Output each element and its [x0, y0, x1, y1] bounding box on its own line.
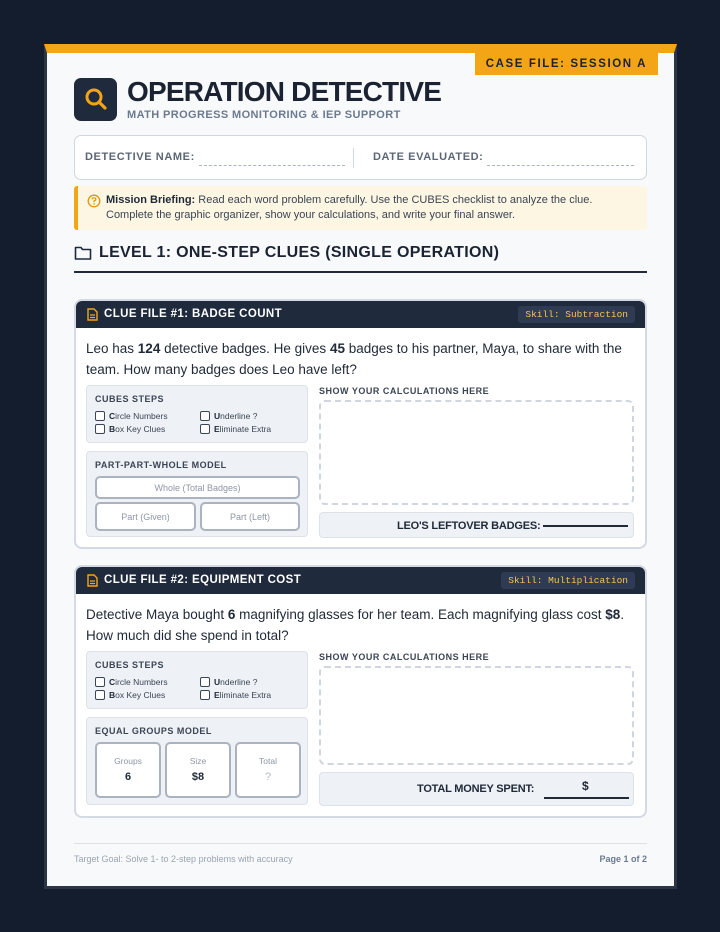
answer-label: TOTAL MONEY SPENT:	[417, 783, 535, 795]
size-box[interactable]: Size $8	[165, 742, 231, 798]
detective-name-label: DETECTIVE NAME:	[85, 151, 195, 163]
calc-label: SHOW YOUR CALCULATIONS HERE	[319, 386, 490, 396]
whole-box[interactable]: Whole (Total Badges)	[95, 476, 300, 499]
answer-line[interactable]	[543, 525, 628, 527]
date-evaluated-field[interactable]	[487, 165, 634, 166]
date-evaluated-label: DATE EVALUATED:	[373, 151, 484, 163]
total-box[interactable]: Total ?	[235, 742, 301, 798]
detective-name-field[interactable]	[199, 165, 345, 166]
model-panel	[86, 451, 308, 537]
briefing-label: Mission Briefing:	[106, 194, 196, 206]
cubes-check-eliminate[interactable]: E liminate Extra	[200, 690, 271, 700]
model-panel	[86, 717, 308, 805]
clue-title: CLUE FILE #1: BADGE COUNT	[104, 308, 283, 320]
mission-briefing	[74, 186, 647, 230]
cubes-panel	[86, 385, 308, 443]
model-title: PART-PART-WHOLE MODEL	[95, 460, 227, 470]
groups-box[interactable]: Groups 6	[95, 742, 161, 798]
cubes-title: CUBES STEPS	[95, 394, 165, 404]
cubes-panel	[86, 651, 308, 709]
folder-icon	[74, 245, 92, 266]
part-given-box[interactable]: Part (Given)	[95, 502, 196, 531]
worksheet-page	[44, 44, 677, 889]
file-icon	[87, 308, 98, 326]
answer-box	[319, 772, 634, 806]
divider	[353, 148, 354, 168]
cubes-check-underline[interactable]: U nderline ?	[200, 677, 257, 687]
word-problem: Detective Maya bought 6 magnifying glasses for her team. Each magnifying glass cost $8. How much did she spend in total?	[86, 607, 625, 643]
skill-badge: Skill: Multiplication	[501, 572, 635, 589]
clue-card-header	[76, 567, 645, 594]
calc-label: SHOW YOUR CALCULATIONS HERE	[319, 652, 490, 662]
page-subtitle: MATH PROGRESS MONITORING & IEP SUPPORT	[127, 109, 401, 121]
cubes-check-circle[interactable]: C ircle Numbers	[95, 411, 168, 421]
answer-label: LEO'S LEFTOVER BADGES:	[397, 520, 541, 532]
calculation-area[interactable]	[319, 666, 634, 765]
file-icon	[87, 574, 98, 592]
clue-title: CLUE FILE #2: EQUIPMENT COST	[104, 574, 302, 586]
answer-line[interactable]	[544, 797, 629, 799]
clue-card-header	[76, 301, 645, 328]
question-circle-icon	[87, 194, 101, 213]
page-title: OPERATION DETECTIVE	[127, 76, 442, 107]
cubes-check-circle[interactable]: C ircle Numbers	[95, 677, 168, 687]
level-title: LEVEL 1: ONE-STEP CLUES (SINGLE OPERATION)	[99, 244, 500, 261]
student-info-box	[74, 135, 647, 180]
cubes-check-box[interactable]: B ox Key Clues	[95, 424, 165, 434]
calculation-area[interactable]	[319, 400, 634, 505]
level-heading	[74, 243, 647, 273]
magnifier-logo-icon	[74, 78, 117, 121]
page-number: Page 1 of 2	[599, 854, 647, 864]
footer	[74, 843, 647, 864]
cubes-check-eliminate[interactable]: E liminate Extra	[200, 424, 271, 434]
cubes-title: CUBES STEPS	[95, 660, 165, 670]
briefing-text: Read each word problem carefully. Use the CUBES checklist to analyze the clue. Complete the graphic organizer, show your calculations, and write your final answer.	[106, 194, 593, 221]
dollar-sign: $	[582, 779, 589, 793]
skill-badge: Skill: Subtraction	[518, 306, 635, 323]
clue-card-1	[74, 299, 647, 549]
model-title: EQUAL GROUPS MODEL	[95, 726, 212, 736]
answer-box	[319, 512, 634, 538]
case-file-tag: CASE FILE: SESSION A	[475, 53, 658, 75]
cubes-check-underline[interactable]: U nderline ?	[200, 411, 257, 421]
part-left-box[interactable]: Part (Left)	[200, 502, 300, 531]
target-goal: Target Goal: Solve 1- to 2-step problems with accuracy	[74, 854, 293, 864]
header	[74, 77, 441, 121]
cubes-check-box[interactable]: B ox Key Clues	[95, 690, 165, 700]
clue-card-2	[74, 565, 647, 818]
word-problem: Leo has 124 detective badges. He gives 45 badges to his partner, Maya, to share with the team. How many badges does Leo have left?	[86, 341, 622, 377]
